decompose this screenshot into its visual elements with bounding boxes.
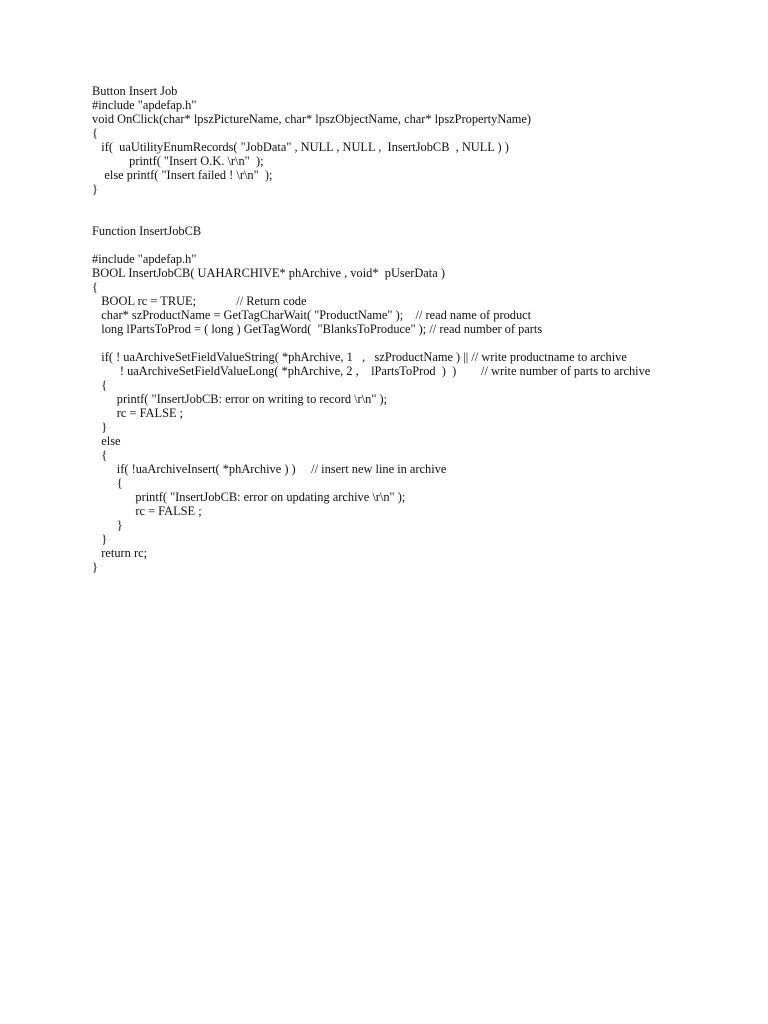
section-heading-function-insertjobcb: Function InsertJobCB bbox=[92, 224, 202, 238]
code-line: else bbox=[92, 434, 121, 448]
code-line: { bbox=[92, 280, 98, 294]
code-line: printf( "InsertJobCB: error on writing to record \r\n" ); bbox=[92, 392, 388, 406]
code-line: } bbox=[92, 518, 123, 532]
code-line: if( ! uaArchiveSetFieldValueString( *phArchive, 1 , szProductName ) || // write productname to archive bbox=[92, 350, 627, 364]
code-line: void OnClick(char* lpszPictureName, char* lpszObjectName, char* lpszPropertyName) bbox=[92, 112, 532, 126]
code-line: rc = FALSE ; bbox=[92, 406, 184, 420]
code-line: BOOL rc = TRUE; // Return code bbox=[92, 294, 307, 308]
code-line: if( !uaArchiveInsert( *phArchive ) ) // insert new line in archive bbox=[92, 462, 447, 476]
code-line: { bbox=[92, 126, 98, 140]
code-line: } bbox=[92, 182, 98, 196]
code-line: { bbox=[92, 448, 108, 462]
code-line: ! uaArchiveSetFieldValueLong( *phArchive, 2 , lPartsToProd ) ) // write number of parts to archive bbox=[92, 364, 651, 378]
code-line: return rc; bbox=[92, 546, 148, 560]
code-line: char* szProductName = GetTagCharWait( "ProductName" ); // read name of product bbox=[92, 308, 532, 322]
code-line: else printf( "Insert failed ! \r\n" ); bbox=[92, 168, 273, 182]
code-line: #include "apdefap.h" bbox=[92, 252, 197, 266]
code-line: } bbox=[92, 560, 98, 574]
code-line: long lPartsToProd = ( long ) GetTagWord( "BlanksToProduce" ); // read number of parts bbox=[92, 322, 543, 336]
code-line: BOOL InsertJobCB( UAHARCHIVE* phArchive , void* pUserData ) bbox=[92, 266, 445, 280]
code-line: if( uaUtilityEnumRecords( "JobData" , NULL , NULL , InsertJobCB , NULL ) ) bbox=[92, 140, 509, 154]
code-line: } bbox=[92, 420, 108, 434]
code-line: { bbox=[92, 378, 108, 392]
code-line: #include "apdefap.h" bbox=[92, 98, 197, 112]
code-line: printf( "InsertJobCB: error on updating archive \r\n" ); bbox=[92, 490, 406, 504]
code-line: } bbox=[92, 532, 108, 546]
section-heading-button-insert-job: Button Insert Job bbox=[92, 84, 178, 98]
code-line: printf( "Insert O.K. \r\n" ); bbox=[92, 154, 264, 168]
code-line: { bbox=[92, 476, 123, 490]
code-line: rc = FALSE ; bbox=[92, 504, 202, 518]
